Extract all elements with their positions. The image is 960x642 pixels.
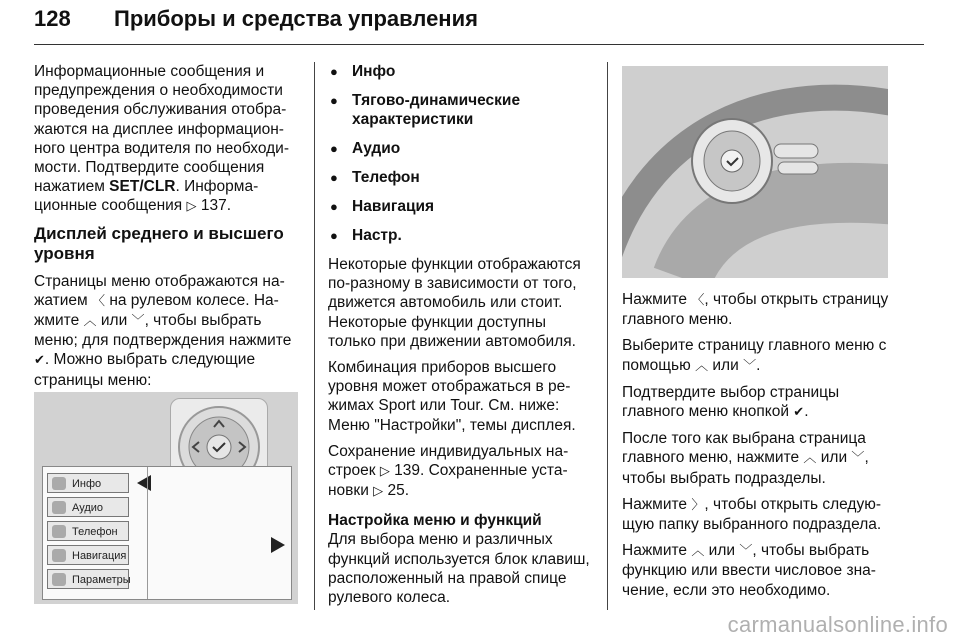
menu-item-settings[interactable]: Параметры [47,569,129,589]
page-number: 128 [34,6,71,31]
ref-arrow-icon: ▷ [379,464,390,480]
page-reference[interactable]: 137. [200,197,231,215]
up-icon: ︿ [695,358,709,374]
menu-screen [42,466,292,600]
paragraph: Нажмите 〈, чтобы открыть страницу главного меню. [622,291,889,329]
column-2 [328,62,598,614]
menu-pages-list [328,62,598,245]
phone-icon [52,525,66,538]
settings-icon [52,573,66,586]
steering-wheel-icon [622,66,888,278]
down-icon: ﹀ [131,314,145,330]
list-item: ● Навигация [328,197,598,216]
up-icon: ︿ [691,544,705,560]
list-item: ● Телефон [328,168,598,187]
paragraph: Страницы меню отображаются нажатием 〈 на рулевом колесе. Нажмите ︿ или ﹀, чтобы выбрать меню; для подтверждения нажмите ✔. Можно выбрать следующие страницы меню: [34,272,292,389]
panel-divider [147,467,148,599]
back-icon: 〈 [691,293,705,308]
key-name: SET/CLR [109,178,176,196]
paragraph: Подтвердите выбор страницы главного меню кнопкой ✔. [622,383,840,421]
check-icon: ✔ [793,405,805,421]
paragraph: Комбинация приборов высшего уровня может отображаться в режимах Sport или Tour. См. ниже: Меню "Настройки", темы дисплея. [328,359,576,434]
page-reference[interactable]: 25. [387,482,410,500]
column-divider [314,62,315,610]
menu-item-info[interactable]: Инфо [47,473,129,493]
column-divider [607,62,608,610]
menu-item-audio[interactable]: Аудио [47,497,129,517]
paragraph: Сохранение индивидуальных настроек ▷ 139. Сохраненные установки ▷ 25. [328,442,569,500]
subsection-heading: Настройка меню и функций [328,512,542,530]
navigation-icon [52,549,66,562]
header-rule [34,44,924,45]
page-reference[interactable]: 139 [394,462,420,480]
list-item: ● Тягово-динамические характеристики [328,91,598,129]
menu-item-phone[interactable]: Телефон [47,521,129,541]
arrow-left-icon[interactable] [137,475,151,491]
page-header [34,2,924,38]
up-icon: ︿ [803,451,817,467]
paragraph: После того как выбрана страница главного меню, нажмите ︿ или ﹀, чтобы выбрать подразделы. [622,430,869,487]
steering-wheel-figure [622,66,888,278]
down-icon: ﹀ [743,358,757,374]
paragraph: Для выбора меню и различных функций используется блок клавиш, расположенный на правой спице рулевого колеса. [328,531,590,607]
watermark: carmanualsonline.info [727,612,948,637]
forward-icon: 〉 [691,497,705,513]
music-icon [52,501,66,514]
paragraph: Некоторые функции отображаются по-разному в зависимости от того, движется автомобиль или стоит. Некоторые функции доступны только при движении автомобиля. [328,256,581,350]
page-title: Приборы и средства управления [114,6,478,31]
down-icon: ﹀ [739,544,753,560]
paragraph: Нажмите 〉, чтобы открыть следующую папку выбранного подраздела. [622,495,882,534]
info-icon [52,477,66,490]
paragraph: Нажмите ︿ или ﹀, чтобы выбрать функцию или ввести числовое значение, если это необходимо. [622,542,876,599]
column-3 [622,290,892,607]
list-item: ● Инфо [328,62,598,81]
check-icon: ✔ [34,353,45,369]
display-menu-figure [34,392,298,604]
down-icon: ﹀ [851,451,865,467]
list-item: ● Аудио [328,139,598,158]
ref-arrow-icon: ▷ [373,484,384,500]
column-1 [34,62,304,397]
list-item: ● Настр. [328,226,598,245]
section-heading: Дисплей среднего и высшего уровня [34,223,284,263]
paragraph: Выберите страницу главного меню с помощью ︿ или ﹀. [622,337,887,374]
ref-arrow-icon: ▷ [186,199,197,215]
back-icon: 〈 [92,293,106,309]
menu-item-navigation[interactable]: Навигация [47,545,129,565]
up-icon: ︿ [83,314,97,330]
paragraph: Информационные сообщения и предупреждения о необходимости проведения обслуживания отображаются на дисплее информационного центра водителя по необходимости. Подтвердите сообщения нажатием SET/CLR. Информационные сообщения ▷ 137. [34,63,289,215]
arrow-right-icon[interactable] [271,537,285,553]
